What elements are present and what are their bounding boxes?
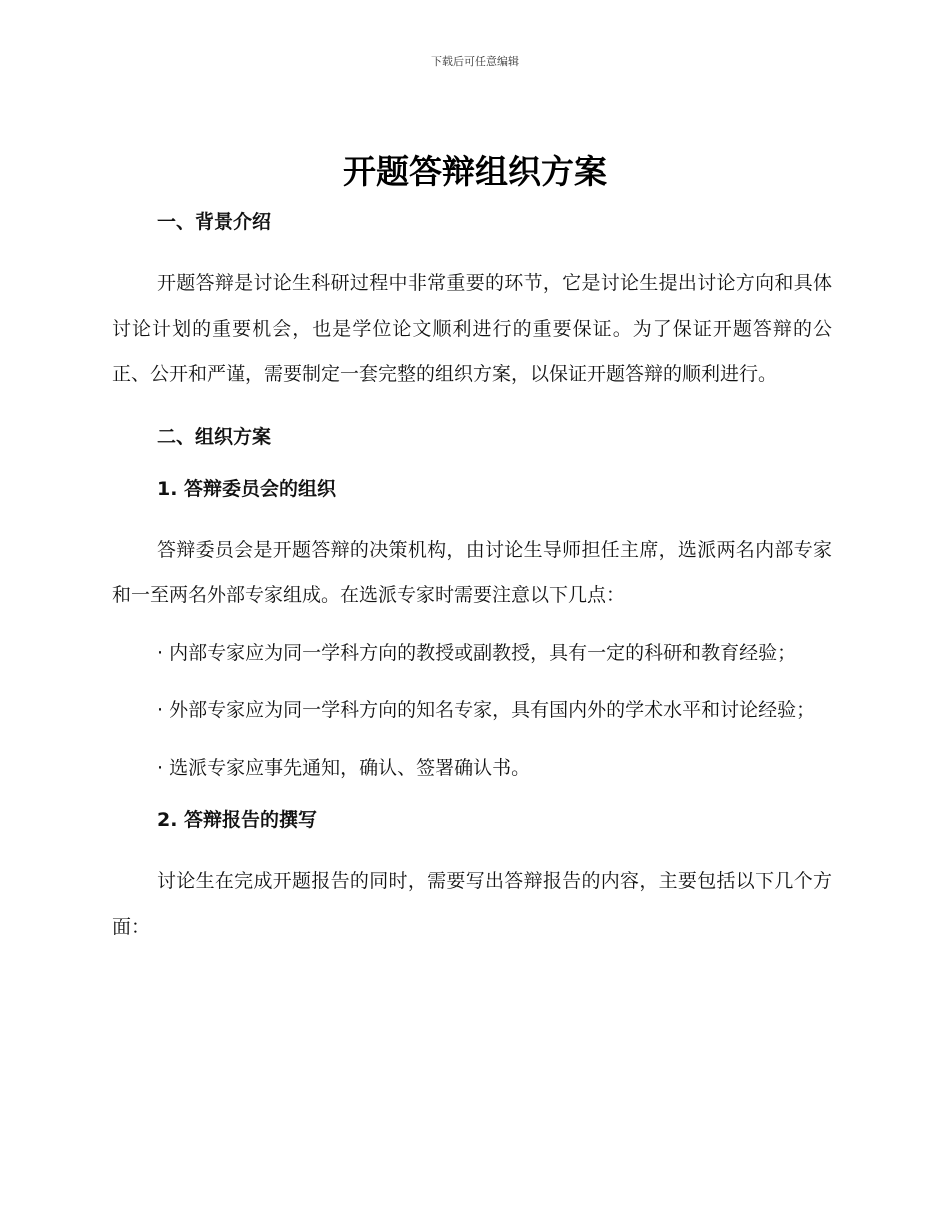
document-title: 开题答辩组织方案 (343, 152, 607, 191)
bullet-external-experts: · 外部专家应为同一学科方向的知名专家，具有国内外的学术水平和讨论经验； (157, 699, 816, 721)
bullet-expert-notification: · 选派专家应事先通知，确认、签署确认书。 (157, 756, 531, 779)
section-heading-background: 一、背景介绍 (157, 211, 272, 233)
subsection-heading-report: 2. 答辩报告的撰写 (157, 809, 318, 831)
document-body (112, 205, 832, 950)
subsection-heading-committee: 1. 答辩委员会的组织 (157, 477, 337, 500)
bullet-internal-experts: · 内部专家应为同一学科方向的教授或副教授，具有一定的科研和教育经验； (157, 641, 797, 664)
header-note: 下载后可任意编辑 (431, 55, 519, 68)
paragraph-report: 讨论生在完成开题报告的同时，需要写出答辩报告的内容，主要包括以下几个方面： (112, 870, 832, 938)
paragraph-background: 开题答辩是讨论生科研过程中非常重要的环节，它是讨论生提出讨论方向和具体讨论计划的重要机会，也是学位论文顺利进行的重要保证。为了保证开题答辩的公正、公开和严谨，需要制定一套完整的组织方案，以保证开题答辩的顺利进行。 (112, 272, 832, 385)
section-heading-organization: 二、组织方案 (157, 425, 272, 448)
paragraph-committee: 答辩委员会是开题答辩的决策机构，由讨论生导师担任主席，选派两名内部专家和一至两名外部专家组成。在选派专家时需要注意以下几点： (112, 538, 832, 606)
